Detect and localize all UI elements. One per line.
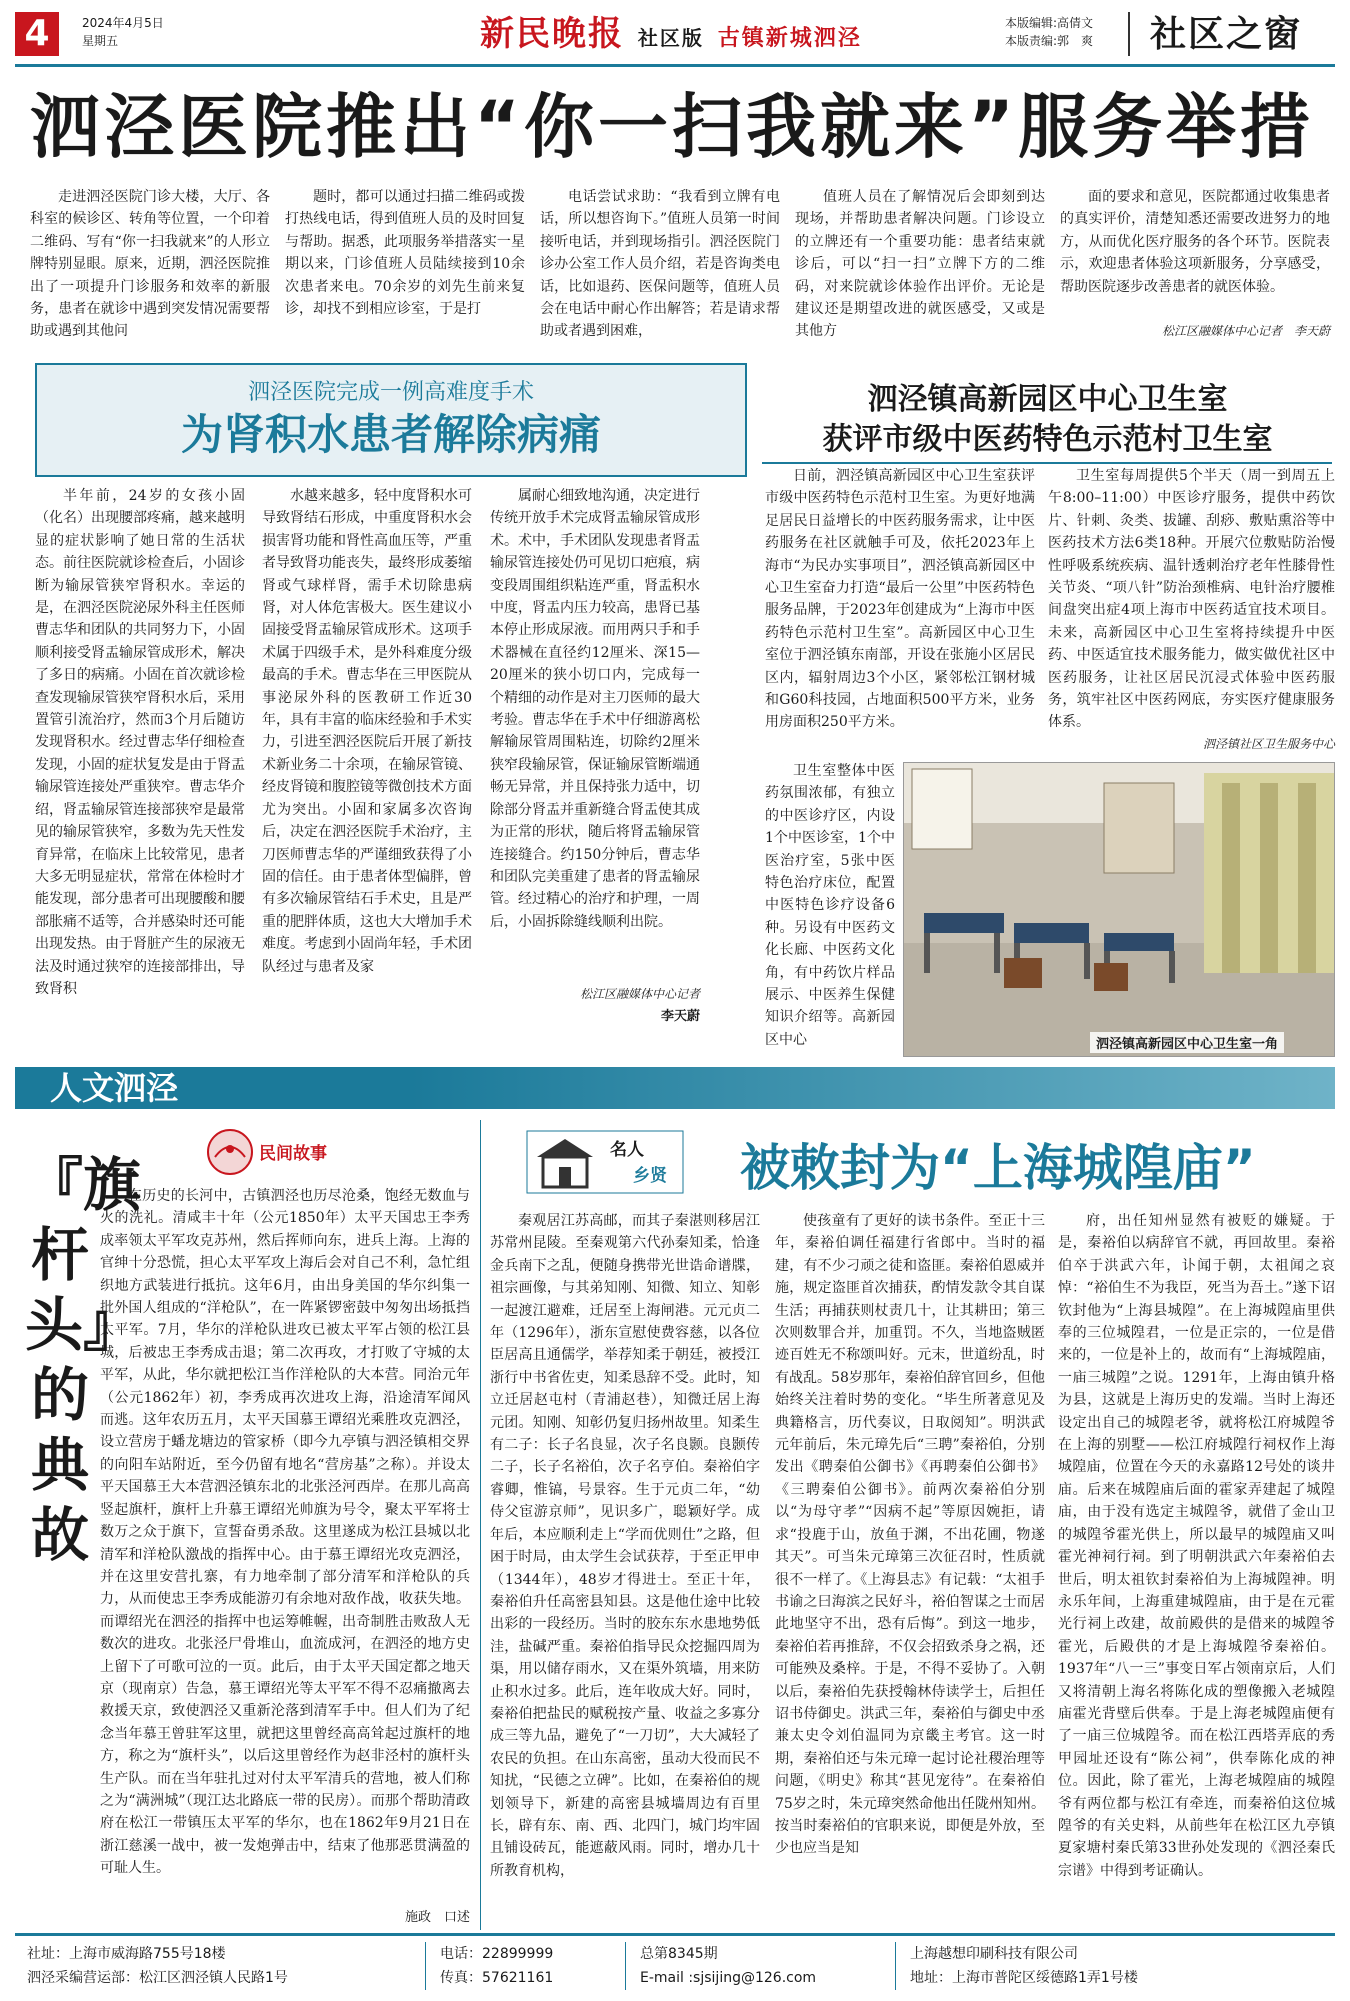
footer-office: 泗泾采编营运部：松江区泗泾镇人民路1号 (27, 1970, 288, 1986)
photo-caption: 泗泾镇高新园区中心卫生室一角 (1090, 1032, 1284, 1053)
column-divider (480, 1120, 481, 1930)
edition-name: 社区版 (637, 26, 704, 50)
footer-divider (425, 1942, 426, 1990)
famous-people-label-2: 乡贤 (633, 1166, 667, 1186)
article5-col3: 府，出任知州显然有被贬的嫌疑。于是，秦裕伯以病辞官不就，再回故里。秦裕伯卒于洪武六年，讣闻于朝，太祖闻之哀悼：“裕伯生不为我臣，死当为吾土。”遂下诏钦封他为“上海县城隍”。在上海城隍庙里供奉的三位城隍君，一位是正宗的，一位是借来的，一位是补上的，故而有“上海城隍庙，一庙三城隍”之说。1291年，上海由镇升格为县，这就是上海历史的发端。当时上海还设定出自己的城隍老爷，就将松江府城隍爷在上海的别墅——松江府城隍行祠权作上海城隍庙，位置在今天的永嘉路12号处的谈井庙。后来在城隍庙后面的霍家弄建起了城隍庙，由于没有选定主城隍爷，就借了金山卫的城隍爷霍光供上，所以最早的城隍庙又叫霍光神祠行祠。到了明朝洪武六年秦裕伯去世后，明太祖钦封秦裕伯为上海城隍神。明永乐年间，上海重建城隍庙，由于是在元霍光行祠上改建，故前殿供的是借来的城隍爷霍光，后殿供的才是上海城隍爷秦裕伯。1937年“八一三”事变日军占领南京后，人们又将清朝上海名将陈化成的塑像搬入老城隍庙霍光背壁后供奉。于是上海老城隍庙便有了一庙三位城隍爷。而在松江西塔弄底的秀甲园址还设有“陈公祠”，供奉陈化成的神位。因此，除了霍光，上海老城隍庙的城隍爷有两位都与松江有牵连，而秦裕伯这位城隍爷的有关史料，从前些年在松江区九亭镇夏家塘村秦氏第33世孙处发现的《泗泾秦氏宗谱》中得到考证确认。 (1058, 1213, 1335, 1879)
clinic-room-photo (903, 762, 1335, 1057)
article1-title: 泗泾医院推出“你一扫我就来”服务举措 (30, 86, 1315, 168)
article1-col1: 走进泗泾医院门诊大楼，大厅、各科室的候诊区、转角等位置，一个印着二维码、写有“你一扫我就来”的人形立牌特别显眼。原来，近期，泗泾医院推出了一项提升门诊服务和效率的新服务，患者在就诊中遇到突发情况需要帮助或遇到其他问 (30, 189, 270, 340)
article3-title-line2: 获评市级中医药特色示范村卫生室 (822, 422, 1273, 457)
footer-printer-address: 地址：上海市普陀区绥德路1弄1号楼 (910, 1970, 1138, 1986)
article3-col2: 卫生室每周提供5个半天（周一到周五上午8:00–11:00）中医诊疗服务，提供中药饮片、针刺、灸类、拔罐、刮痧、敷贴熏浴等中医药技术方法6类18种。开展穴位敷贴防治慢性呼吸系统疾病、温针透刺治疗老年性膝骨性关节炎、“项八针”防治颈椎病、电针治疗腰椎间盘突出症4项上海市中医药适宜技术项目。未来，高新园区中心卫生室将持续提升中医药、中医适宜技术服务能力，做实做优社区中医药服务，让社区居民沉浸式体验中医药服务，筑牢社区中医药网底，夯实医疗健康服务体系。 (1048, 468, 1335, 731)
footer-divider (625, 1942, 626, 1990)
footer-printer: 上海越想印刷科技有限公司 (910, 1946, 1078, 1962)
article1-col5: 面的要求和意见，医院都通过收集患者的真实评价，清楚知悉还需要改进努力的地方，从而优化医疗服务的各个环节。医院表示，欢迎患者体验这项新服务，分享感受，帮助医院逐步改善患者的就医体验。 (1060, 189, 1330, 295)
article3-col1: 日前，泗泾镇高新园区中心卫生室获评市级中医药特色示范村卫生室。为更好地满足居民日益增长的中医药服务需求，让中医药服务在社区就触手可及，依托2023年上海市“为民办实事项目”，泗泾镇高新园区中心卫生室奋力打造“最后一公里”中医药特色服务品牌，于2023年创建成为“上海市中医药特色示范村卫生室”。高新园区中心卫生室位于泗泾镇东南部，开设在张施小区居民区内，辐射周边3个小区，紧邻松江钢材城和G60科技园，占地面积500平方米，业务用房面积250平方米。 (765, 468, 1035, 731)
page-number: 4 (15, 12, 59, 56)
footer-divider (895, 1942, 896, 1990)
article3-col1b: 卫生室整体中医药氛围浓郁，有独立的中医诊疗区，内设1个中医诊室，1个中医治疗室，5张中医特色治疗床位，配置中医特色诊疗设备6种。另设有中医药文化长廊、中医药文化角，有中药饮片样品展示、中医养生保健知识介绍等。高新园区中心 (765, 763, 895, 1048)
footer-email: E-mail :sjsijing@126.com (640, 1970, 817, 1986)
article3-title-line1: 泗泾镇高新园区中心卫生室 (867, 382, 1228, 417)
article5-col2: 使孩童有了更好的读书条件。至正十三年，秦裕伯调任福建行省郎中。当时的福建，有不少刁顽之徒和盗匪。秦裕伯恩威并施，规定盗匪首次捕获，酌情发款令其自谋生活；再捕获则杖责几十，让其耕田；第三次则数罪合并，加重罚。不久，当地盗贼匿迹百姓无不称颂叫好。元末，世道纷乱，时有战乱。58岁那年，秦裕伯辞官回乡，但他始终关注着时势的变化。“毕生所著意见及典籍格言，历代奏议，日取阅知”。明洪武元年前后，朱元璋先后“三聘”秦裕伯，分别发出《聘秦伯公御书》《再聘秦伯公御书》《三聘秦伯公御书》。前两次秦裕伯分别以“为母守孝”“因病不起”等原因婉拒，请求“投鹿于山，放鱼于渊，不出花圃，物遂其天”。可当朱元璋第三次征召时，性质就很不一样了。《上海县志》有记载：“太祖手书谕之曰海滨之民好斗，裕伯智谋之士而居此地坚守不出，恐有后悔”。到这一地步，秦裕伯若再推辞，不仅会招致杀身之祸，还可能殃及桑梓。于是，不得不妥协了。入朝以后，秦裕伯先获授翰林侍读学士，后担任诏书侍御史。洪武三年，秦裕伯与御史中丞兼太史令刘伯温同为京畿主考官。这一时期，秦裕伯还与朱元璋一起讨论社稷治理等问题，《明史》称其“甚见宠待”。在秦裕伯75岁之时，朱元璋突然命他出任陇州知州。按当时秦裕伯的官职来说，即便是外放，至少也应当是知 (775, 1213, 1045, 1857)
editor-name: 本版编辑:高倩文 (1005, 16, 1094, 30)
issue-date (82, 14, 164, 50)
article3-title-rule (762, 462, 1332, 464)
famous-people-badge (525, 1127, 685, 1197)
folk-story-badge (205, 1127, 355, 1177)
edition-town: 古镇新城泗泾 (717, 25, 862, 51)
weekday-text: 星期五 (82, 34, 119, 48)
article1-col4: 值班人员在了解情况后会即刻到达现场，并帮助患者解决问题。门诊设立的立牌还有一个重要功能：患者结束就诊后，可以“扫一扫”立牌下方的二维码，对来院就诊体验作出评价。无论是建议还是期望改进的就医感受，又或是其他方 (795, 189, 1045, 340)
article1-byline: 松江区融媒体中心记者 李天蔚 (1161, 324, 1330, 338)
article5-title: 被敕封为“上海城隍庙” (740, 1139, 1256, 1197)
footer-issue: 总第8345期 (640, 1946, 718, 1962)
footer-fax: 传真：57621161 (440, 1970, 554, 1986)
section-band-label: 人文泗泾 (50, 1069, 179, 1107)
article4-body: 在历史的长河中，古镇泗泾也历尽沧桑，饱经无数血与火的洗礼。清咸丰十年（公元1850年）太平天国忠王李秀成率领太平军攻克苏州，然后挥师向东，进兵上海。上海的官绅十分恐慌，担心太平军攻上海后会对自己不利，急忙组织地方武装进行抵抗。这年6月，由出身美国的华尔纠集一批外国人组成的“洋枪队”，在一阵紧锣密鼓中匆匆出场抵挡太平军。7月，华尔的洋枪队进攻已被太平军占领的松江县城，后被忠王李秀成击退；第二次再攻，才打败了守城的太平军，从此，华尔就把松江当作洋枪队的大本营。同治元年（公元1862年）初，李秀成再次进攻上海，沿途清军闻风而逃。这年农历五月，太平天国慕王谭绍光乘胜攻克泗泾，设立营房于蟠龙塘边的管家桥（即今九亭镇与泗泾镇相交界的向阳车站附近，至今仍留有地名“营房基”之称）。并设太平天国慕王大本营泗泾镇东北的北张泾河西岸。在那儿高高竖起旗杆，旗杆上升慕王谭绍光帅旗为号令，聚太平军将士数万之众于旗下，宣誓奋勇杀敌。这里遂成为松江县城以北清军和洋枪队激战的指挥中心。由于慕王谭绍光攻克泗泾，并在这里安营扎寨，有力地牵制了部分清军和洋枪队的兵力，从而使忠王李秀成能游刃有余地对敌作战，收获失地。而谭绍光在泗泾的指挥中也运筹帷幄，出奇制胜击败敌人无数次的进攻。北张泾尸骨堆山，血流成河，在泗泾的地方史上留下了可歌可泣的一页。此后，由于太平天国定都之地天京（现南京）告急，慕王谭绍光等太平军不得不忍痛撤离去救援天京，致使泗泾又重新沦落到清军手中。但人们为了纪念当年慕王曾驻军这里，就把这里曾经高高耸起过旗杆的地方，称之为“旗杆头”，以后这里曾经作为赵非泾村的旗杆头生产队。而在当年驻扎过对付太平军清兵的营地，被人们称之为“满洲城”（现江达北路底一带的民房）。而那个帮助清政府在松江一带镇压太平军的华尔，也在1862年9月21日在浙江慈溪一战中，被一发炮弹击中，结束了他那恶贯满盈的可耻人生。 (100, 1188, 470, 1877)
footer-phone: 电话：22899999 (440, 1946, 554, 1962)
article2-title: 为肾积水患者解除病痛 (180, 410, 601, 459)
famous-people-label-1: 名人 (610, 1140, 644, 1160)
article2-subtitle: 泗泾医院完成一例高难度手术 (247, 380, 534, 405)
article2-byline-name: 李天蔚 (660, 1009, 700, 1024)
article1-col3: 电话尝试求助：“我看到立牌有电话，所以想咨询下。”值班人员第一时间接听电话，并到现场指引。泗泾医院门诊办公室工作人员介绍，若是咨询类电话，比如退药、医保问题等，值班人员会在电话中耐心作出解答；若是请求帮助或者遇到困难， (540, 189, 780, 340)
section-name: 社区之窗 (1150, 14, 1303, 55)
article2-col2: 水越来越多，轻中度肾积水可导致肾结石形成，中重度肾积水会损害肾功能和肾性高血压等，严重者导致肾功能丧失，最终形成萎缩肾或气球样肾，需手术切除患病肾，对人体危害极大。医生建议小固接受肾盂输尿管成形术。这项手术属于四级手术，是外科难度分级最高的手术。曹志华在三甲医院从事泌尿外科的医教研工作近30年，具有丰富的临床经验和手术实力，引进至泗泾医院后开展了新技术新业务二十余项，在输尿管镜、经皮肾镜和腹腔镜等微创技术方面尤为突出。小固和家属多次咨询后，决定在泗泾医院手术治疗，主刀医师曹志华的严谨细致获得了小固的信任。由于患者体型偏胖，曾有多次输尿管结石手术史，且是严重的肥胖体质，这也大大增加手术难度。考虑到小固尚年轻，手术团队经过与患者及家 (262, 488, 472, 975)
header-divider (1128, 12, 1130, 56)
footer-address: 社址：上海市威海路755号18楼 (27, 1946, 226, 1962)
date-text: 2024年4月5日 (82, 16, 164, 30)
page-footer (15, 1933, 1335, 1993)
article5-col1: 秦观居江苏高邮，而其子秦湛则移居江苏常州昆陵。至秦观第六代孙秦知柔，恰逢金兵南下之乱，便随身携带光世诰命谱牒，祖宗画像，与其弟知刚、知微、知立、知彰一起渡江避难，迁居至上海闸港。元元贞二年（1296年），浙东宣慰使费容慈，以各位臣居高且通儒学，举荐知柔于朝廷，被授江浙行中书省佐吏，知柔恳辞不受。此时，知立迁居赵屯村（青浦赵巷），知微迁居上海元团。知刚、知彰仍复归扬州故里。知柔生有二子：长子名良显，次子名良颢。良颢传二子，长子名裕伯，次子名亨伯。秦裕伯字睿卿，惟镐，号景容。生于元贞二年，“幼侍父宦游京师”，见识多广，聪颖好学。成年后，本应顺利走上“学而优则仕”之路，但困于时局，由太学生会试获荐，于至正甲申（1344年），48岁才得进士。至正十年，秦裕伯升任高密县知县。这是他仕途中比较出彩的一段经历。当时的胶东东水患地势低洼，盐碱严重。秦裕伯指导民众挖掘四周为渠，用以储存雨水，又在渠外筑墙，用来防止积水过多。此后，连年收成大好。同时，秦裕伯把盐民的赋税按产量、收益之多寡分成三等九品，避免了“一刀切”，大大减轻了农民的负担。在山东高密，虽动大役而民不知扰，“民德之立碑”。比如，在秦裕伯的规划领导下，新建的高密县城墙周边有百里长，辟有东、南、西、北四门，城门均牢固且铺设砖瓦，能遮蔽风雨。同时，增办几十所教育机构， (490, 1213, 760, 1879)
editor-credits (1005, 14, 1093, 50)
article2-byline: 松江区融媒体中心记者 (579, 987, 700, 1001)
folk-story-label: 民间故事 (259, 1144, 327, 1164)
section-band (15, 1067, 1335, 1109)
newspaper-brand (480, 6, 862, 55)
article1-col2: 题时，都可以通过扫描二维码或拨打热线电话，得到值班人员的及时回复与帮助。据悉，此项服务举措落实一星期以来，门诊值班人员陆续接到10余次患者来电。70余岁的刘先生前来复诊，却找不到相应诊室，于是打 (285, 189, 525, 318)
article4-title: 『旗杆头』的典故 (25, 1151, 142, 1569)
article4-byline: 施政 口述 (404, 1910, 470, 1925)
article3-byline: 泗泾镇社区卫生服务中心 (1202, 737, 1335, 751)
header-rule (15, 64, 1335, 67)
article2-col1: 半年前，24岁的女孩小固（化名）出现腰部疼痛，越来越明显的症状影响了她日常的生活状态。前往医院就诊检查后，小固诊断为输尿管狭窄肾积水。幸运的是，在泗泾医院泌尿外科主任医师曹志华和团队的共同努力下，小固顺利接受肾盂输尿管成形术，解决了多日的病痛。小固在首次就诊检查发现输尿管狭窄肾积水后，采用置管引流治疗，然而3个月后随访发现肾积水。经过曹志华仔细检查发现，小固的症状复发是由于肾盂输尿管连接处严重狭窄。曹志华介绍，肾盂输尿管连接部狭窄是最常见的输尿管狭窄，多数为先天性发育异常，在临床上比较常见，患者大多无明显症状，常常在体检时才能发现，部分患者可出现腰酸和腰部胀痛不适等，合并感染时还可能出现发热。由于肾脏产生的尿液无法及时通过狭窄的连接部排出，导致肾积 (35, 488, 245, 997)
chief-editor-name: 本版责编:郭 爽 (1005, 34, 1094, 48)
brand-name: 新民晚报 (480, 14, 624, 54)
article2-col3: 属耐心细致地沟通，决定进行传统开放手术完成肾盂输尿管成形术。术中，手术团队发现患者肾盂输尿管连接处仍可见切口疤痕，病变段周围组织粘连严重，肾盂积水中度，肾盂内压力较高，患肾已基本停止形成尿液。而用两只手和手术器械在直径约12厘米、深15—20厘米的狭小切口内，完成每一个精细的动作是对主刀医师的最大考验。曹志华在手术中仔细游离松解输尿管周围粘连，切除约2厘米狭窄段输尿管，保证输尿管断端通畅无异常，并且保持张力适中，切除部分肾盂并重新缝合肾盂使其成为正常的形状，随后将肾盂输尿管连接缝合。约150分钟后，曹志华和团队完美重建了患者的肾盂输尿管。经过精心的治疗和护理，一周后，小固拆除缝线顺利出院。 (490, 488, 700, 930)
